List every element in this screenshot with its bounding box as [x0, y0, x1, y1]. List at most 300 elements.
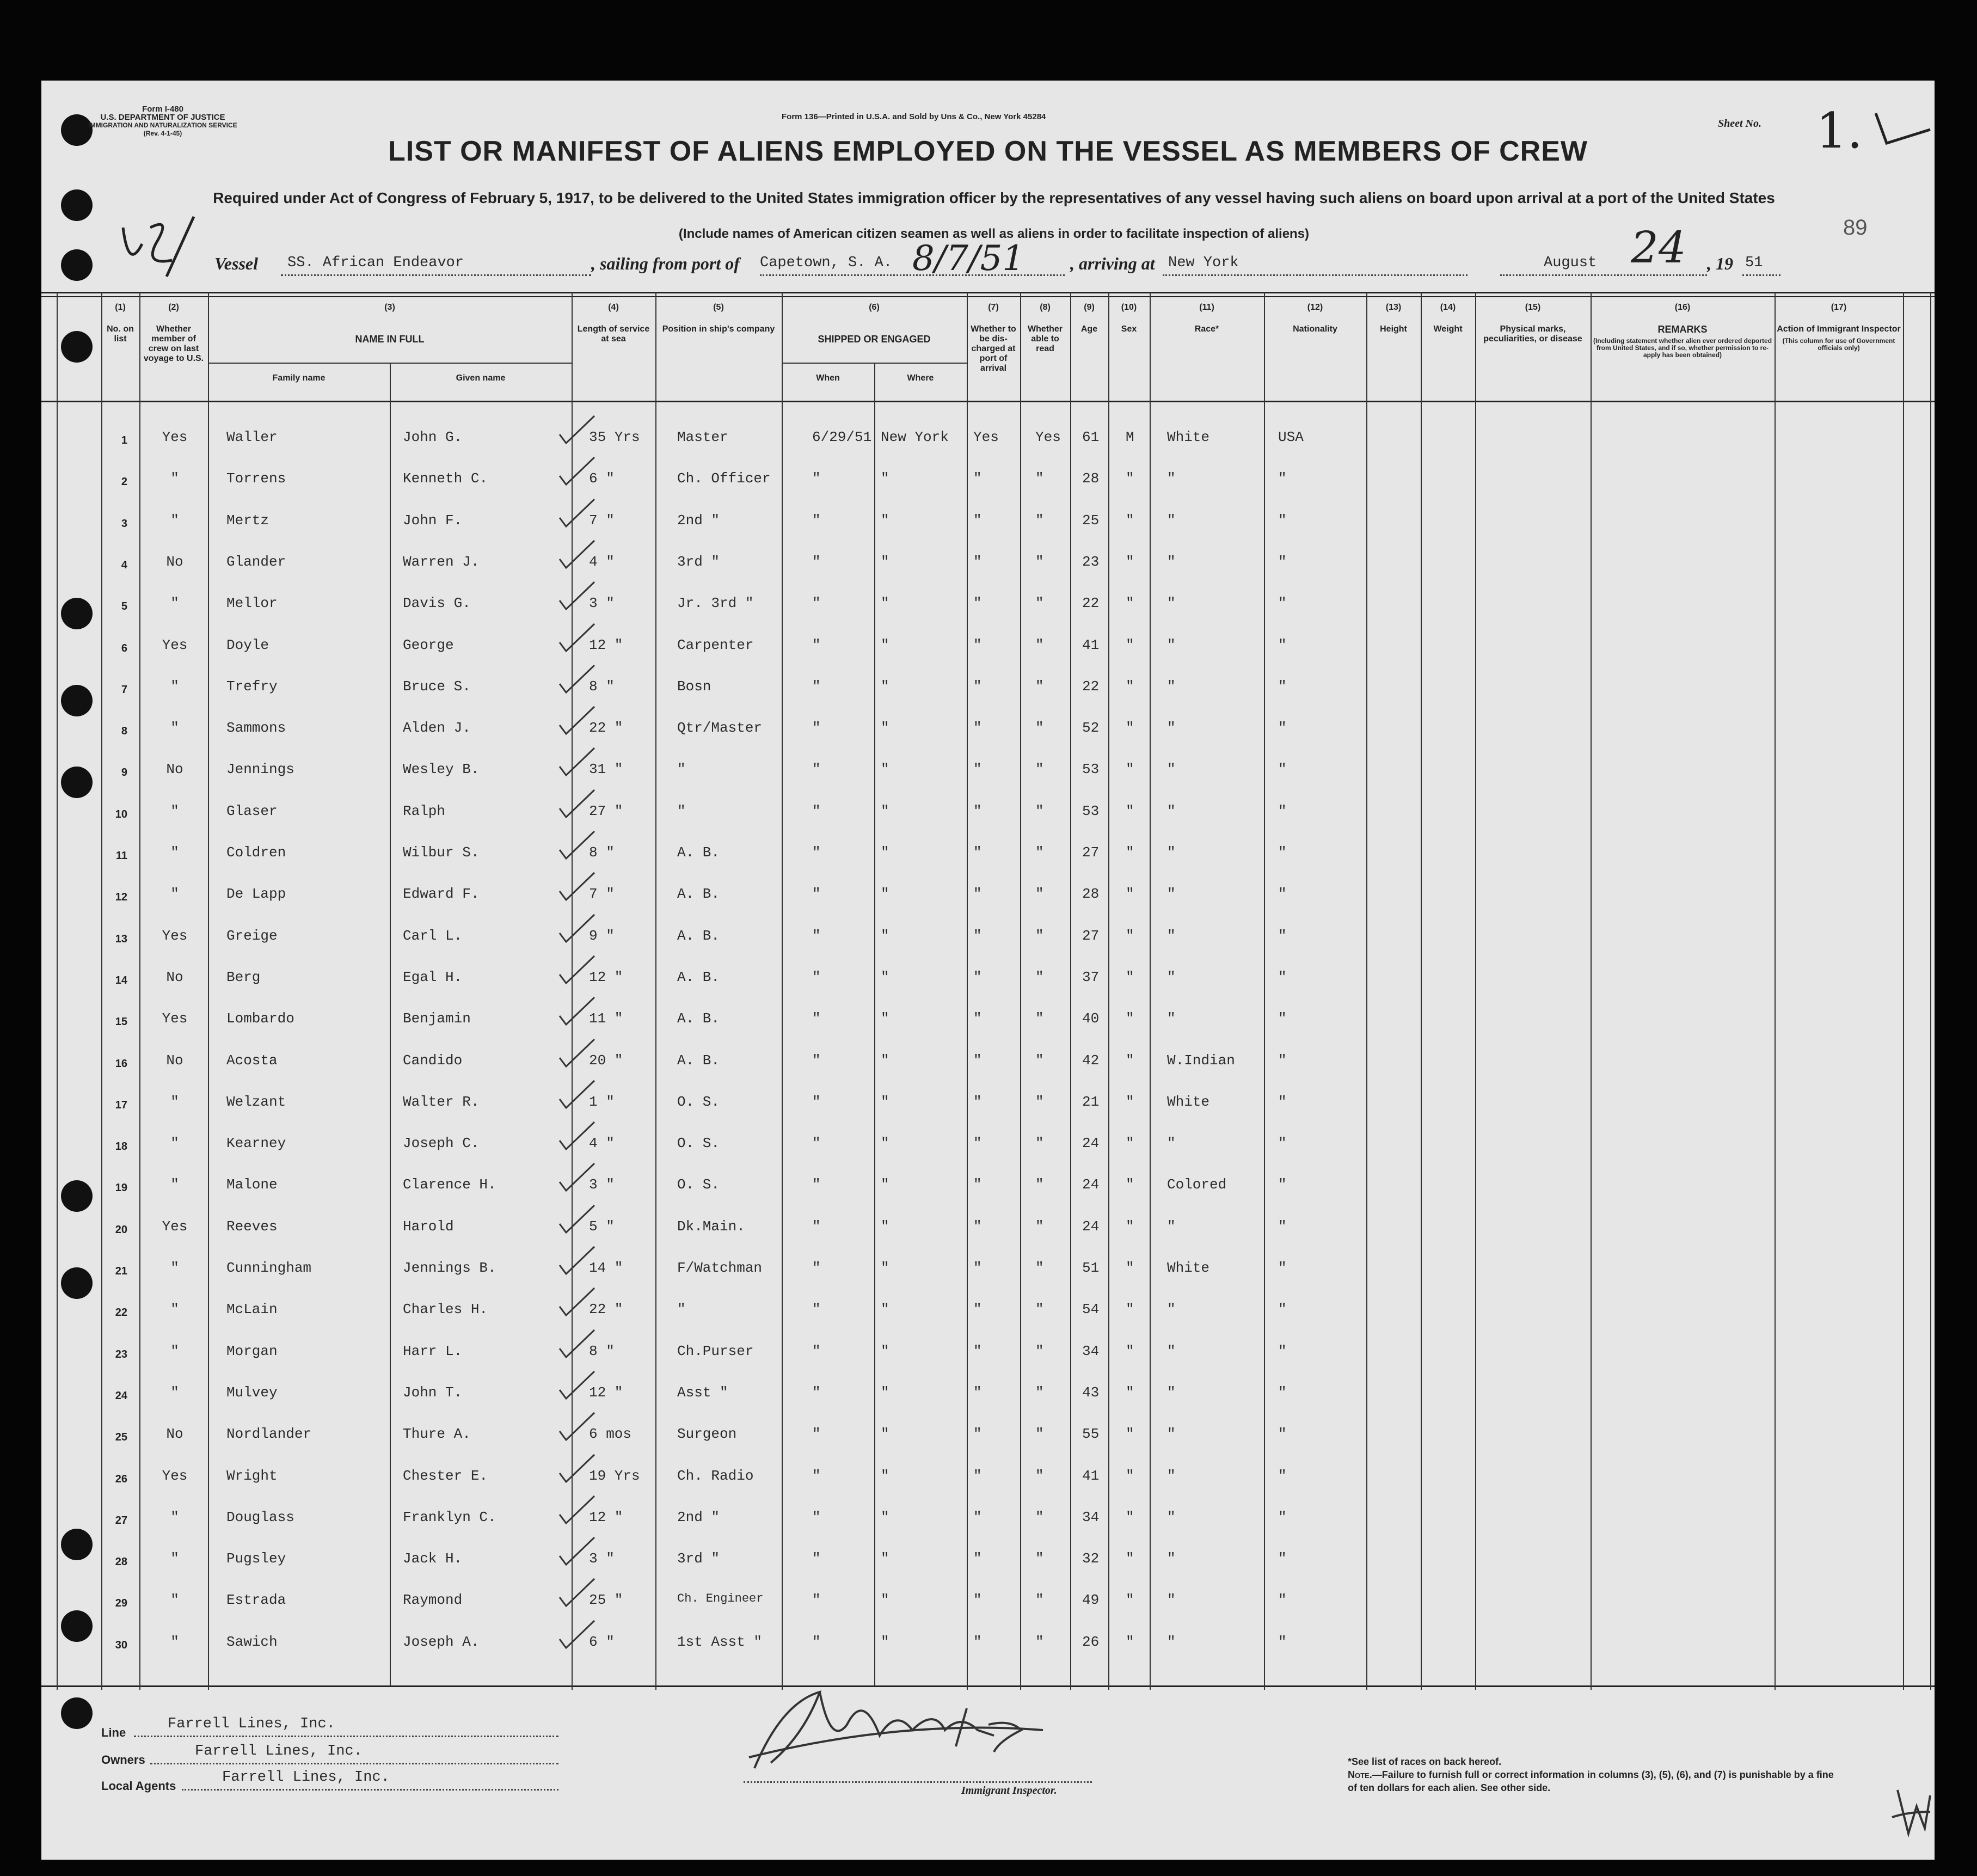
column-subnote-c17: (This column for use of Government officials only)	[1782, 337, 1895, 352]
column-header-c17: Action of Immigrant Inspector	[1777, 324, 1901, 334]
column-header-c16: REMARKS	[1657, 324, 1708, 335]
row-number: 4	[121, 559, 127, 571]
cell-when: "	[812, 1426, 821, 1443]
cell-race: "	[1167, 802, 1176, 819]
row-number: 7	[121, 683, 127, 696]
cell-read: "	[1035, 844, 1044, 861]
cell-age: 43	[1082, 1384, 1100, 1401]
cell-nationality: "	[1278, 927, 1287, 944]
cell-service: 5 "	[589, 1218, 615, 1235]
cell-nationality: "	[1278, 1135, 1287, 1152]
cell-position: 2nd "	[677, 512, 720, 529]
department: U.S. DEPARTMENT OF JUSTICE	[100, 113, 225, 122]
cell-sex: "	[1126, 968, 1134, 985]
column-number-c8: (8)	[1040, 303, 1051, 312]
cell-where: "	[881, 802, 889, 819]
cell-nationality: "	[1278, 1342, 1287, 1359]
cell-position: O. S.	[677, 1135, 720, 1152]
column-number-c15: (15)	[1525, 303, 1541, 312]
cell-last: "	[170, 1135, 179, 1152]
column-divider	[1775, 292, 1776, 1690]
cell-race: "	[1167, 1135, 1176, 1152]
cell-when: "	[812, 886, 821, 903]
cell-read: "	[1035, 1052, 1044, 1069]
cell-family: Nordlander	[226, 1426, 312, 1443]
cell-position: Bosn	[677, 678, 711, 695]
cell-nationality: "	[1278, 1260, 1287, 1276]
cell-sex: "	[1126, 1633, 1134, 1650]
cell-sex: "	[1126, 1301, 1134, 1318]
cell-given: John F.	[403, 512, 463, 529]
cell-discharged: "	[973, 636, 982, 653]
cell-last: "	[170, 1633, 179, 1650]
cell-position: F/Watchman	[677, 1260, 763, 1276]
cell-position: 3rd "	[677, 553, 720, 570]
column-divider	[967, 292, 968, 1690]
check-mark-icon	[555, 1160, 599, 1193]
cell-read: "	[1035, 1176, 1044, 1193]
punch-hole	[61, 249, 93, 281]
cell-when: "	[812, 512, 821, 529]
column-divider	[101, 292, 102, 1690]
cell-discharged: "	[973, 1550, 982, 1567]
cell-nationality: USA	[1278, 429, 1304, 445]
cell-when: "	[812, 1052, 821, 1069]
owners-label: Owners	[101, 1753, 145, 1767]
cell-given: Charles H.	[403, 1301, 488, 1318]
cell-where: "	[881, 886, 889, 903]
cell-last: "	[170, 886, 179, 903]
cell-family: Glaser	[226, 802, 278, 819]
cell-discharged: "	[973, 1093, 982, 1110]
cell-age: 41	[1082, 1467, 1100, 1484]
cell-position: A. B.	[677, 886, 720, 903]
cell-given: Warren J.	[403, 553, 480, 570]
cell-age: 24	[1082, 1135, 1100, 1152]
races-note: *See list of races on back hereof.	[1348, 1756, 1502, 1767]
line-underline	[134, 1736, 558, 1737]
inspector-signature-icon	[738, 1670, 1086, 1779]
cell-position: Master	[677, 429, 728, 445]
row-number: 29	[115, 1597, 127, 1610]
cell-service: 22 "	[589, 720, 623, 737]
cell-where: "	[881, 1426, 889, 1443]
cell-nationality: "	[1278, 761, 1287, 778]
cell-given: Harr L.	[403, 1342, 463, 1359]
cell-where: "	[881, 512, 889, 529]
cell-discharged: "	[973, 678, 982, 695]
cell-read: "	[1035, 1010, 1044, 1027]
cell-read: "	[1035, 1384, 1044, 1401]
cell-family: McLain	[226, 1301, 278, 1318]
cell-when: "	[812, 1135, 821, 1152]
column-header-c14: Weight	[1433, 324, 1463, 334]
cell-given: John G.	[403, 429, 463, 445]
cell-service: 12 "	[589, 1384, 623, 1401]
cell-service: 27 "	[589, 802, 623, 819]
cell-race: "	[1167, 886, 1176, 903]
cell-discharged: "	[973, 761, 982, 778]
column-number-c10: (10)	[1121, 303, 1137, 312]
cell-race: "	[1167, 470, 1176, 487]
cell-last: "	[170, 1301, 179, 1318]
column-divider	[139, 292, 140, 1690]
cell-race: "	[1167, 678, 1176, 695]
cell-nationality: "	[1278, 1384, 1287, 1401]
cell-family: Mulvey	[226, 1384, 278, 1401]
cell-discharged: "	[973, 1301, 982, 1318]
cell-last: Yes	[162, 1010, 188, 1027]
cell-last: "	[170, 1384, 179, 1401]
cell-last: "	[170, 720, 179, 737]
cell-family: Pugsley	[226, 1550, 286, 1567]
cell-family: Douglass	[226, 1509, 294, 1525]
cell-last: "	[170, 678, 179, 695]
cell-age: 26	[1082, 1633, 1100, 1650]
column-number-c14: (14)	[1440, 303, 1456, 312]
cell-when: "	[812, 595, 821, 612]
cell-family: Greige	[226, 927, 278, 944]
cell-nationality: "	[1278, 802, 1287, 819]
cell-given: Clarence H.	[403, 1176, 496, 1193]
cell-last: Yes	[162, 1218, 188, 1235]
page-title: LIST OR MANIFEST OF ALIENS EMPLOYED ON THE VESSEL AS MEMBERS OF CREW	[388, 136, 1588, 167]
cell-family: Estrada	[226, 1592, 286, 1609]
cell-service: 3 "	[589, 1550, 615, 1567]
cell-when: "	[812, 1342, 821, 1359]
header-bottom-border	[41, 401, 1935, 402]
vessel-underline	[281, 274, 591, 276]
check-mark-icon	[555, 1451, 599, 1484]
cell-service: 4 "	[589, 553, 615, 570]
cell-service: 7 "	[589, 886, 615, 903]
arrival-month: August	[1544, 255, 1597, 271]
cell-position: A. B.	[677, 1052, 720, 1069]
check-mark-icon	[555, 1575, 599, 1608]
cell-last: "	[170, 1093, 179, 1110]
cell-when: "	[812, 1467, 821, 1484]
cell-given: Jennings B.	[403, 1260, 496, 1276]
column-divider	[1591, 292, 1592, 1690]
cell-service: 22 "	[589, 1301, 623, 1318]
manifest-sheet	[41, 81, 1935, 1860]
row-number: 9	[121, 767, 127, 779]
cell-where: "	[881, 595, 889, 612]
cell-service: 11 "	[589, 1010, 623, 1027]
cell-position: Ch.Purser	[677, 1342, 754, 1359]
cell-given: Thure A.	[403, 1426, 471, 1443]
cell-sex: "	[1126, 470, 1134, 487]
cell-last: "	[170, 595, 179, 612]
cell-where: "	[881, 1301, 889, 1318]
column-divider	[1108, 292, 1109, 1690]
row-number: 17	[115, 1099, 127, 1111]
cell-service: 8 "	[589, 1342, 615, 1359]
cell-age: 28	[1082, 886, 1100, 903]
cell-sex: "	[1126, 678, 1134, 695]
cell-race: "	[1167, 1218, 1176, 1235]
cell-nationality: "	[1278, 512, 1287, 529]
cell-read: "	[1035, 1260, 1044, 1276]
row-number: 16	[115, 1057, 127, 1070]
cell-age: 40	[1082, 1010, 1100, 1027]
cell-discharged: "	[973, 886, 982, 903]
cell-read: "	[1035, 1467, 1044, 1484]
cell-sex: "	[1126, 1550, 1134, 1567]
cell-sex: "	[1126, 927, 1134, 944]
cell-discharged: "	[973, 1218, 982, 1235]
cell-race: "	[1167, 1592, 1176, 1609]
check-mark-icon	[555, 994, 599, 1027]
cell-sex: "	[1126, 1592, 1134, 1609]
cell-where: "	[881, 1010, 889, 1027]
arrival-day: 24	[1631, 222, 1686, 273]
cell-service: 35 Yrs	[589, 429, 640, 445]
cell-sex: "	[1126, 844, 1134, 861]
column-divider	[782, 292, 783, 1690]
cell-age: 54	[1082, 1301, 1100, 1318]
cell-age: 53	[1082, 802, 1100, 819]
cell-given: Alden J.	[403, 720, 471, 737]
column-header-c15: Physical marks, peculiarities, or disease	[1483, 324, 1582, 344]
cell-service: 6 mos	[589, 1426, 632, 1443]
cell-race: "	[1167, 1426, 1176, 1443]
owners-value: Farrell Lines, Inc.	[195, 1743, 363, 1759]
column-number-c17: (17)	[1831, 303, 1847, 312]
cell-read: "	[1035, 1093, 1044, 1110]
column-header-c4: Length of service at sea	[577, 324, 650, 344]
row-number: 25	[115, 1431, 127, 1444]
cell-age: 27	[1082, 927, 1100, 944]
cell-race: "	[1167, 1550, 1176, 1567]
cell-race: "	[1167, 1384, 1176, 1401]
cell-nationality: "	[1278, 1093, 1287, 1110]
cell-last: "	[170, 802, 179, 819]
column-header-c1: No. on list	[107, 324, 134, 344]
check-mark-icon	[555, 787, 599, 819]
cell-nationality: "	[1278, 844, 1287, 861]
cell-family: Mellor	[226, 595, 278, 612]
column-header-c7: Whether to be dis-charged at port of arrival	[971, 324, 1016, 373]
cell-discharged: "	[973, 1176, 982, 1193]
cell-position: Asst "	[677, 1384, 728, 1401]
stamp-number: 89	[1843, 216, 1868, 240]
initials-mark-icon	[1887, 1779, 1936, 1839]
check-mark-icon	[555, 953, 599, 985]
cell-position: O. S.	[677, 1093, 720, 1110]
cell-sex: "	[1126, 1135, 1134, 1152]
column-number-c3: (3)	[384, 303, 395, 312]
cell-service: 3 "	[589, 1176, 615, 1193]
cell-given: Egal H.	[403, 968, 463, 985]
cell-given: Benjamin	[403, 1010, 471, 1027]
cell-where: "	[881, 636, 889, 653]
cell-where: "	[881, 968, 889, 985]
cell-position: "	[677, 761, 686, 778]
cell-discharged: "	[973, 1260, 982, 1276]
check-mark-icon	[555, 413, 599, 445]
cell-race: "	[1167, 1010, 1176, 1027]
cell-position: O. S.	[677, 1176, 720, 1193]
check-mark-icon	[555, 911, 599, 944]
cell-last: "	[170, 844, 179, 861]
cell-where: "	[881, 1550, 889, 1567]
row-number: 24	[115, 1389, 127, 1402]
cell-age: 42	[1082, 1052, 1100, 1069]
cell-when: "	[812, 1218, 821, 1235]
cell-sex: "	[1126, 1010, 1134, 1027]
cell-family: Torrens	[226, 470, 286, 487]
column-number-c6: (6)	[869, 303, 880, 312]
cell-given: Ralph	[403, 802, 446, 819]
cell-age: 53	[1082, 761, 1100, 778]
cell-family: Lombardo	[226, 1010, 294, 1027]
row-number: 3	[121, 517, 127, 530]
cell-service: 12 "	[589, 968, 623, 985]
cell-position: A. B.	[677, 844, 720, 861]
cell-family: Cunningham	[226, 1260, 312, 1276]
cell-age: 52	[1082, 720, 1100, 737]
cell-read: "	[1035, 1218, 1044, 1235]
cell-service: 12 "	[589, 636, 623, 653]
cell-service: 8 "	[589, 844, 615, 861]
cell-when: "	[812, 844, 821, 861]
cell-discharged: "	[973, 1592, 982, 1609]
cell-given: Wilbur S.	[403, 844, 480, 861]
cell-position: Ch. Engineer	[677, 1592, 764, 1606]
cell-given: Franklyn C.	[403, 1509, 496, 1525]
vessel-label: Vessel	[214, 254, 258, 273]
cell-when: "	[812, 1010, 821, 1027]
cell-race: "	[1167, 1342, 1176, 1359]
cell-last: "	[170, 1509, 179, 1525]
family-name-header: Family name	[272, 373, 326, 383]
arrival-port: New York	[1168, 255, 1239, 271]
cell-discharged: "	[973, 927, 982, 944]
check-mark-icon	[555, 454, 599, 487]
column-divider	[1475, 292, 1476, 1690]
cell-age: 24	[1082, 1176, 1100, 1193]
handwritten-date: 8/7/51	[912, 238, 1024, 279]
cell-sex: "	[1126, 512, 1134, 529]
row-number: 1	[121, 434, 127, 446]
check-mark-icon	[555, 1409, 599, 1442]
cell-when: 6/29/51	[812, 429, 872, 445]
cell-nationality: "	[1278, 1218, 1287, 1235]
cell-read: "	[1035, 802, 1044, 819]
cell-discharged: "	[973, 1467, 982, 1484]
cell-where: "	[881, 1135, 889, 1152]
cell-family: Doyle	[226, 636, 269, 653]
row-number: 20	[115, 1223, 127, 1236]
row-number: 10	[115, 808, 127, 820]
column-header-c10: Sex	[1121, 324, 1137, 334]
cell-discharged: "	[973, 720, 982, 737]
cell-position: A. B.	[677, 927, 720, 944]
cell-read: "	[1035, 1592, 1044, 1609]
cell-family: Reeves	[226, 1218, 278, 1235]
cell-sex: "	[1126, 1342, 1134, 1359]
column-number-c1: (1)	[115, 303, 126, 312]
form-number: Form I-480	[142, 105, 183, 114]
cell-read: "	[1035, 720, 1044, 737]
cell-nationality: "	[1278, 1550, 1287, 1567]
cell-when: "	[812, 1633, 821, 1650]
punch-hole	[61, 1697, 93, 1729]
column-divider	[208, 292, 209, 1690]
cell-position: A. B.	[677, 968, 720, 985]
date-underline	[1500, 274, 1707, 276]
where-header: Where	[907, 373, 934, 383]
cell-discharged: "	[973, 1509, 982, 1525]
arriving-label: , arriving at	[1070, 254, 1155, 273]
cell-race: White	[1167, 1260, 1210, 1276]
cell-when: "	[812, 968, 821, 985]
cell-discharged: "	[973, 512, 982, 529]
line-value: Farrell Lines, Inc.	[168, 1716, 335, 1732]
cell-given: Raymond	[403, 1592, 463, 1609]
row-number: 14	[115, 974, 127, 986]
agents-value: Farrell Lines, Inc.	[222, 1769, 390, 1786]
cell-discharged: "	[973, 553, 982, 570]
cell-when: "	[812, 1176, 821, 1193]
cell-nationality: "	[1278, 1176, 1287, 1193]
cell-given: Joseph C.	[403, 1135, 480, 1152]
cell-age: 22	[1082, 595, 1100, 612]
cell-where: "	[881, 844, 889, 861]
cell-sex: "	[1126, 1052, 1134, 1069]
cell-family: Acosta	[226, 1052, 278, 1069]
row-number: 21	[115, 1265, 127, 1277]
cell-when: "	[812, 927, 821, 944]
cell-given: Joseph A.	[403, 1633, 480, 1650]
cell-service: 6 "	[589, 1633, 615, 1650]
cell-given: Wesley B.	[403, 761, 480, 778]
column-header-c6: SHIPPED OR ENGAGED	[818, 334, 931, 345]
cell-last: "	[170, 1550, 179, 1567]
cell-read: "	[1035, 1426, 1044, 1443]
cell-discharged: "	[973, 968, 982, 985]
check-mark-icon	[555, 1202, 599, 1235]
cell-nationality: "	[1278, 636, 1287, 653]
cell-sex: "	[1126, 802, 1134, 819]
cell-discharged: "	[973, 844, 982, 861]
cell-sex: "	[1126, 1176, 1134, 1193]
cell-given: Bruce S.	[403, 678, 471, 695]
row-number: 30	[115, 1639, 127, 1651]
cell-when: "	[812, 1093, 821, 1110]
cell-race: "	[1167, 761, 1176, 778]
column-divider	[655, 292, 656, 1690]
cell-nationality: "	[1278, 968, 1287, 985]
row-number: 15	[115, 1016, 127, 1028]
year-label: , 19	[1707, 254, 1733, 273]
cell-read: "	[1035, 761, 1044, 778]
cell-nationality: "	[1278, 595, 1287, 612]
cell-last: No	[166, 1052, 183, 1069]
column-header-c12: Nationality	[1293, 324, 1337, 334]
column-number-c12: (12)	[1307, 303, 1323, 312]
cell-when: "	[812, 1301, 821, 1318]
check-mark-icon	[555, 745, 599, 777]
cell-sex: "	[1126, 1467, 1134, 1484]
cell-race: "	[1167, 927, 1176, 944]
column-subnote-c16: (Including statement whether alien ever ordered deported from United States, and if so, whether permission to re-apply has been obtained)	[1593, 337, 1772, 359]
cell-read: "	[1035, 1550, 1044, 1567]
cell-age: 25	[1082, 512, 1100, 529]
cell-where: "	[881, 470, 889, 487]
cell-discharged: "	[973, 802, 982, 819]
